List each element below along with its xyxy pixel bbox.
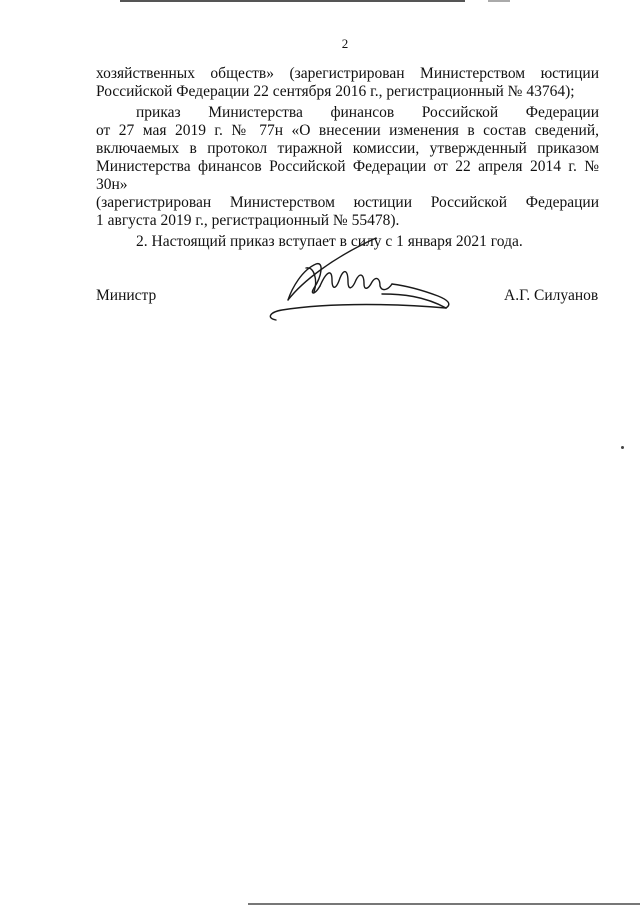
text-line: от 27 мая 2019 г. № 77н «О внесении изменения в состав сведений, — [96, 122, 599, 139]
text-line: хозяйственных обществ» (зарегистрирован Министерством юстиции — [96, 65, 599, 82]
text-line: приказ Министерства финансов Российской Федерации — [136, 104, 599, 121]
text-line: 2. Настоящий приказ вступает в силу с 1 января 2021 года. — [136, 233, 523, 250]
scan-edge-top — [120, 0, 465, 2]
text-line: Российской Федерации 22 сентября 2016 г., регистрационный № 43764); — [96, 83, 575, 100]
scan-mark-top — [488, 0, 510, 2]
scan-speck — [621, 446, 624, 449]
text-line: (зарегистрирован Министерством юстиции Российской Федерации — [96, 194, 599, 211]
text-line: включаемых в протокол тиражной комиссии, утвержденный приказом — [96, 140, 599, 157]
text-line: Министерства финансов Российской Федерации от 22 апреля 2014 г. № 30н» — [96, 158, 599, 193]
document-body — [96, 65, 599, 251]
handwritten-signature — [262, 234, 462, 330]
text-line: 1 августа 2019 г., регистрационный № 55478). — [96, 212, 400, 229]
page-number: 2 — [341, 36, 349, 51]
signatory-name: А.Г. Силуанов — [504, 287, 599, 304]
signatory-position: Министр — [96, 287, 157, 304]
